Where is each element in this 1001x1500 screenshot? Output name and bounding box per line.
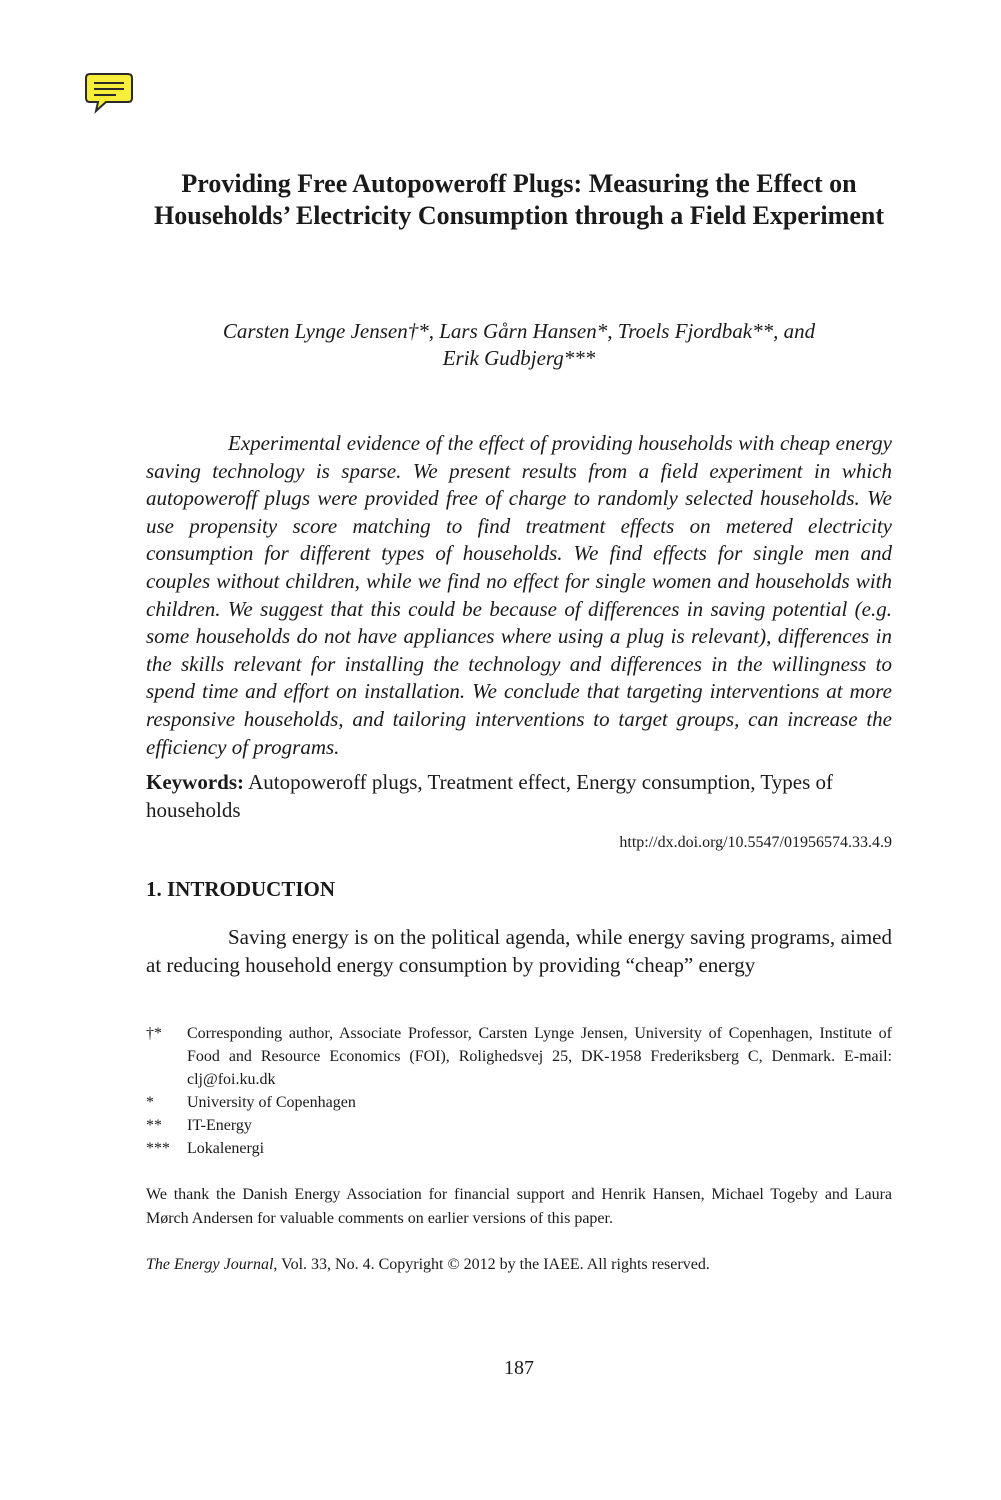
journal-name: The Energy Journal <box>146 1256 274 1273</box>
footnote-text: Lokalenergi <box>187 1140 265 1157</box>
keywords-label: Keywords: <box>146 770 244 794</box>
footnotes <box>146 1022 892 1160</box>
footnote-mark: ** <box>146 1117 162 1134</box>
comment-icon[interactable] <box>84 70 134 114</box>
author-line-2: Erik Gudbjerg*** <box>442 346 596 370</box>
citation-details: , Vol. 33, No. 4. Copyright © 2012 by the IAEE. All rights reserved. <box>273 1256 710 1273</box>
page-number: 187 <box>504 1357 534 1379</box>
footnote-mark: †* <box>146 1025 162 1042</box>
author-line-1: Carsten Lynge Jensen†*, Lars Gårn Hansen*, Troels Fjordbak**, and <box>222 319 816 343</box>
paper-title: Providing Free Autopoweroff Plugs: Measuring the Effect on Households’ Electricity Consumption through a Field Experiment <box>154 169 884 230</box>
abstract: Experimental evidence of the effect of providing households with cheap energy saving technology is sparse. We present results from a field experiment in which autopoweroff plugs were provided free of charge to randomly selected households. We use propensity score matching to find treatment effects on metered electricity consumption for different types of households. We find effects for single men and couples without children, while we find no effect for single women and households with children. We suggest that this could be because of differences in saving potential (e.g. some households do not have appliances where using a plug is relevant), differences in the skills relevant for installing the technology and differences in the willingness to spend time and effort on installation. We conclude that targeting interventions at more responsive households, and tailoring interventions to target groups, can increase the efficiency of programs. <box>146 431 892 759</box>
footnote <box>146 1114 892 1137</box>
author-list <box>146 318 892 372</box>
footnote <box>146 1091 892 1114</box>
footnote-mark: * <box>146 1094 154 1111</box>
footnote <box>146 1022 892 1091</box>
journal-citation <box>146 1253 892 1277</box>
footnote-text: Corresponding author, Associate Professor, Carsten Lynge Jensen, University of Copenhagen, Institute of Food and Resource Economics (FOI), Rolighedsvej 25, DK-1958 Frederiksberg C, Denmark. E-mail: clj@foi.ku.dk <box>187 1025 892 1088</box>
acknowledgement: We thank the Danish Energy Association for financial support and Henrik Hansen, Michael Togeby and Laura Mørch Andersen for valuable comments on earlier versions of this paper. <box>146 1186 892 1227</box>
intro-paragraph: Saving energy is on the political agenda, while energy saving programs, aimed at reducing household energy consumption by providing “cheap” energy <box>146 925 892 977</box>
footnote-text: IT-Energy <box>187 1117 252 1134</box>
footnote <box>146 1137 892 1160</box>
footnote-mark: *** <box>146 1140 170 1157</box>
keywords-text: Autopoweroff plugs, Treatment effect, Energy consumption, Types of households <box>146 770 833 822</box>
doi-link[interactable]: http://dx.doi.org/10.5547/01956574.33.4.9 <box>619 834 892 851</box>
footnote-text: University of Copenhagen <box>187 1094 356 1111</box>
section-heading: 1. INTRODUCTION <box>146 877 336 901</box>
keywords <box>146 769 892 824</box>
